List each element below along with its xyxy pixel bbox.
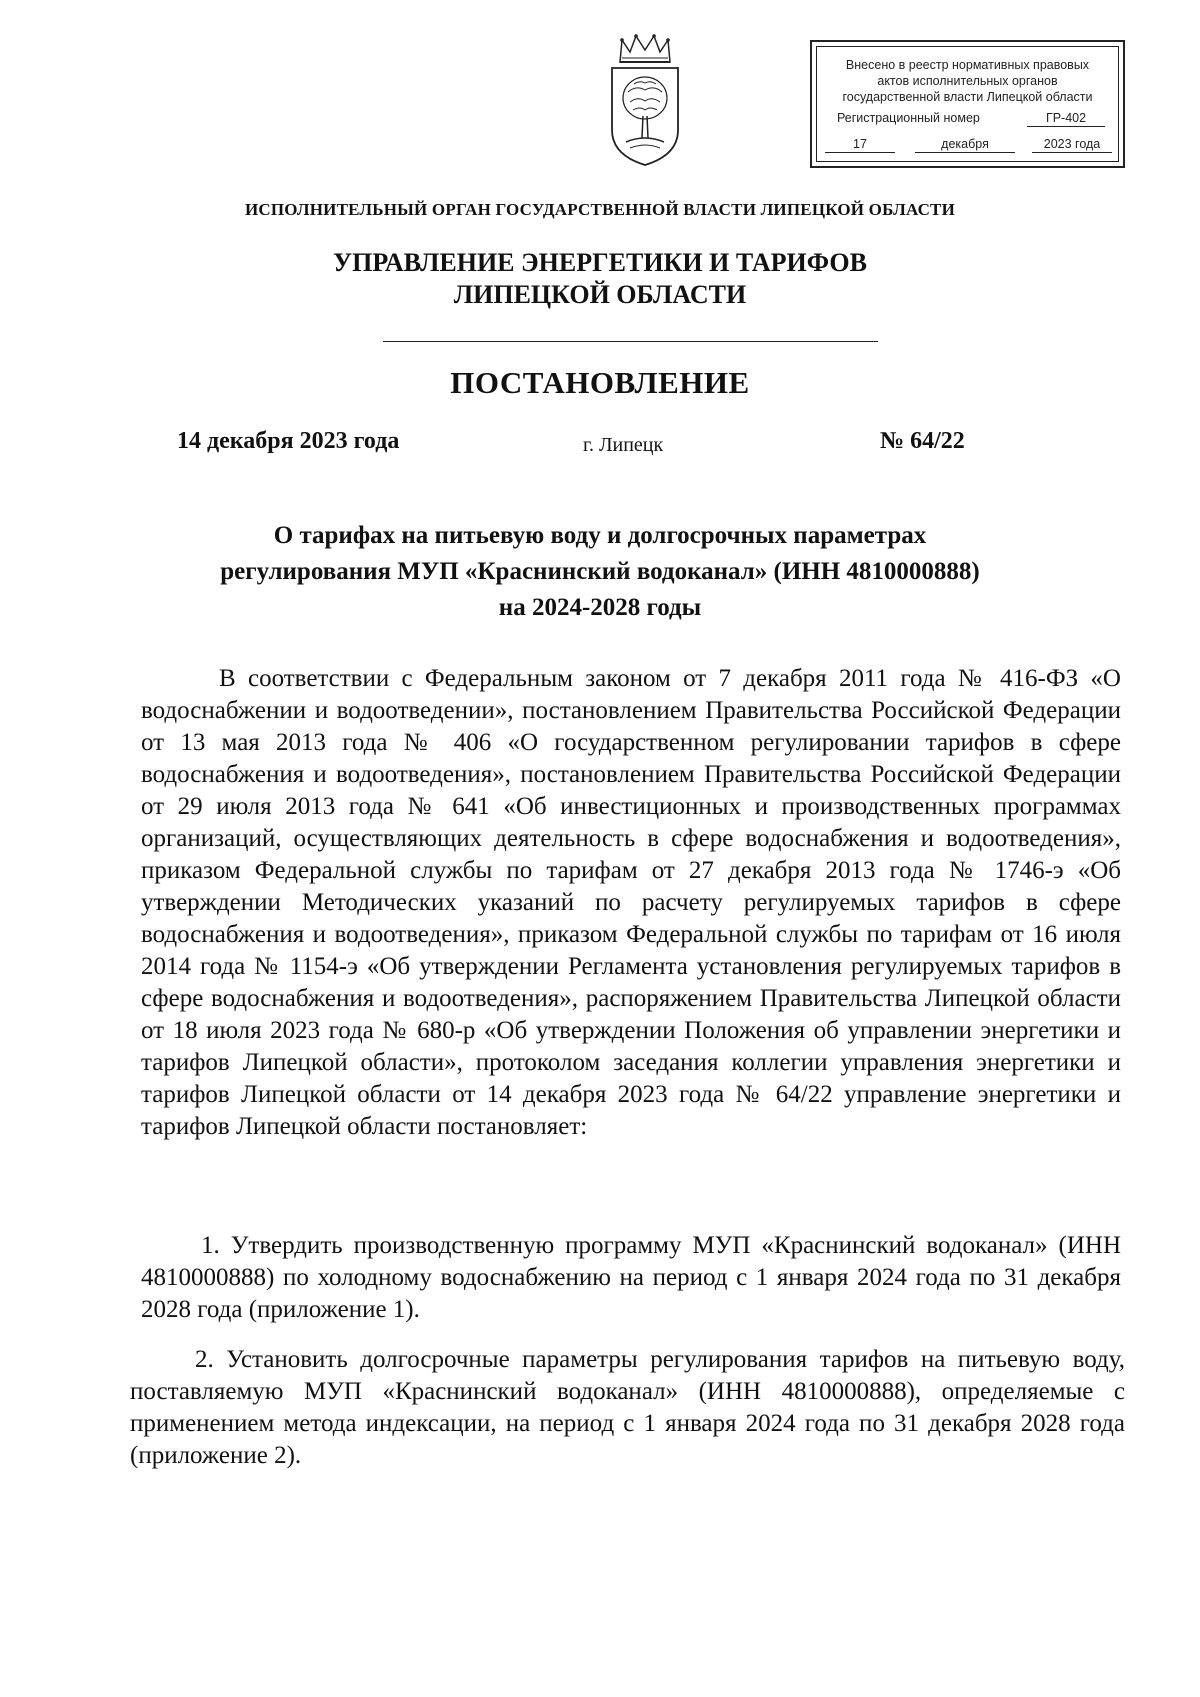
stamp-year: 2023 года (1032, 136, 1112, 153)
stamp-line-1: Внесено в реестр нормативных правовых (845, 58, 1090, 72)
stamp-line-3: государственной власти Липецкой области (842, 90, 1093, 104)
header-divider (383, 341, 878, 342)
stamp-line-2: актов исполнительных органов (877, 74, 1058, 88)
stamp-reg-number: ГР-402 (1027, 110, 1105, 127)
title-line-1: О тарифах на питьевую воду и долгосрочных параметрах (273, 522, 927, 549)
stamp-reg-label: Регистрационный номер (837, 111, 980, 125)
org-name: ИСПОЛНИТЕЛЬНЫЙ ОРГАН ГОСУДАРСТВЕННОЙ ВЛАСТИ ЛИПЕЦКОЙ ОБЛАСТИ (244, 200, 956, 219)
document-type: ПОСТАНОВЛЕНИЕ (450, 365, 750, 400)
clause-1-paragraph: 1. Утвердить производственную программу МУП «Краснинский водоканал» (ИНН 4810000888) по холодному водоснабжению на период с 1 января 2024 года по 31 декабря 2028 года (приложение 1). (141, 1232, 1121, 1323)
registry-stamp-inner (816, 46, 1119, 162)
stamp-day: 17 (825, 136, 895, 153)
preamble-paragraph: В соответствии с Федеральным законом от 7 декабря 2011 года № 416-ФЗ «О водоснабжении и водоотведении», постановлением Правительства Российской Федерации от 13 мая 2013 года № 406 «О государственном регулировании тарифов в сфере водоснабжения и водоотведения», постановлением Правительства Российской Федерации от 29 июля 2013 года № 641 «Об инвестиционных и производственных программах организаций, осуществляющих деятельность в сфере водоснабжения и водоотведения», приказом Федеральной службы по тарифам от 27 декабря 2013 года № 1746-э «Об утверждении Методических указаний по расчету регулируемых тарифов в сфере водоснабжения и водоотведения», приказом Федеральной службы по тарифам от 16 июля 2014 года № 1154-э «Об утверждении Регламента установления регулируемых тарифов в сфере водоснабжения и водоотведения», распоряжением Правительства Липецкой области от 18 июля 2023 года № 680-р «Об утверждении Положения об управлении энергетики и тарифов Липецкой области», протоколом заседания коллегии управления энергетики и тарифов Липецкой области от 14 декабря 2023 года № 64/22 управление энергетики и тарифов Липецкой области постановляет: (141, 665, 1121, 1140)
document-city: г. Липецк (583, 434, 664, 456)
clause-2-paragraph: 2. Установить долгосрочные параметры регулирования тарифов на питьевую воду, поставляемую МУП «Краснинский водоканал» (ИНН 4810000888), определяемые с применением метода индексации, на период с 1 января 2024 года по 31 декабря 2028 года (приложение 2). (130, 1346, 1125, 1469)
department-line-2: ЛИПЕЦКОЙ ОБЛАСТИ (453, 280, 747, 309)
title-line-2: регулирования МУП «Краснинский водоканал» (ИНН 4810000888) (220, 558, 980, 585)
department-name (0, 247, 1200, 311)
document-number: № 64/22 (880, 428, 965, 454)
coat-of-arms-emblem (600, 30, 690, 170)
department-line-1: УПРАВЛЕНИЕ ЭНЕРГЕТИКИ И ТАРИФОВ (333, 248, 867, 277)
stamp-month: декабря (915, 136, 1015, 153)
document-date: 14 декабря 2023 года (177, 428, 400, 454)
document-title (0, 518, 1200, 626)
registry-stamp (810, 40, 1125, 168)
title-line-3: на 2024-2028 годы (498, 594, 702, 621)
coat-of-arms-icon (600, 30, 690, 170)
